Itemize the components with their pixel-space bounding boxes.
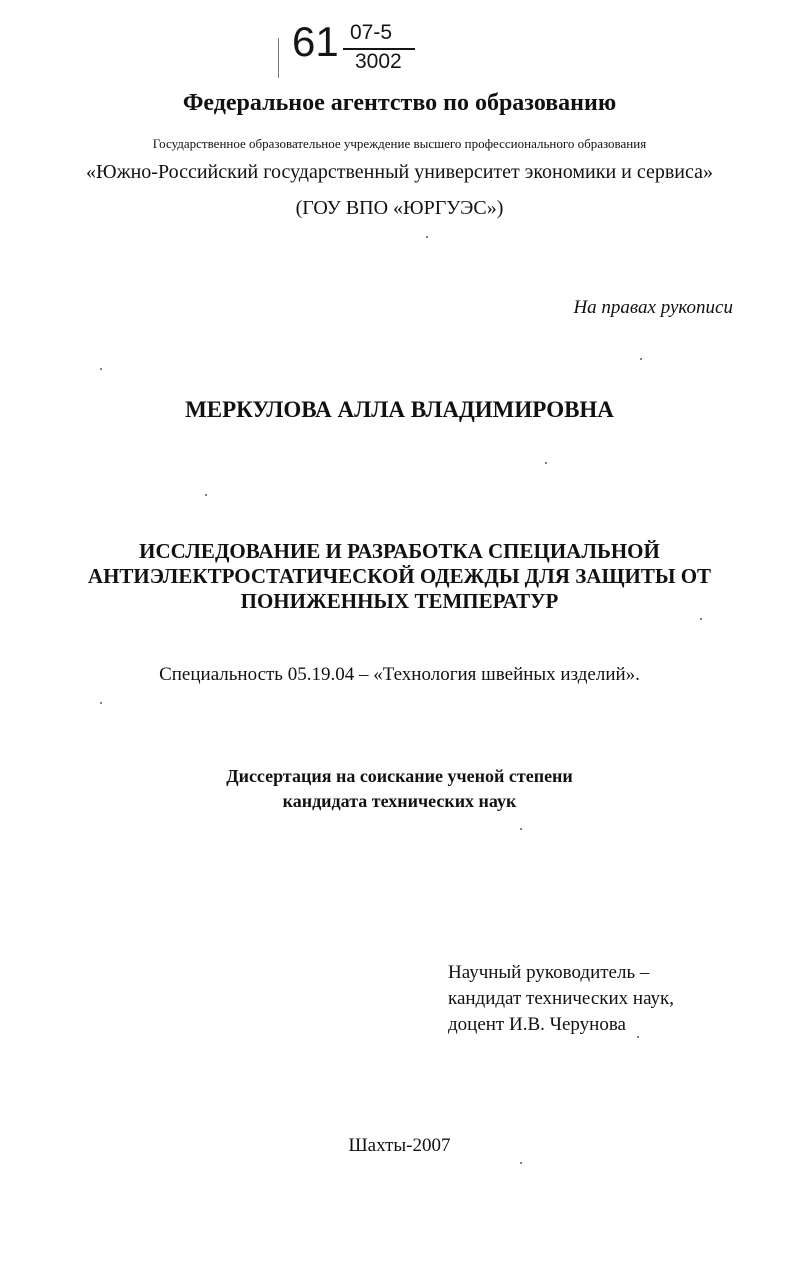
supervisor-line: доцент И.В. Черунова [448, 1014, 626, 1035]
scan-speck [100, 702, 102, 704]
scan-mark [278, 38, 279, 78]
scan-speck [426, 236, 428, 238]
degree-statement [0, 764, 799, 814]
degree-line: Диссертация на соискание ученой степени [226, 766, 573, 786]
catalog-stamp-prefix: 61 [292, 18, 339, 65]
scan-speck [637, 1036, 639, 1038]
scan-speck [520, 828, 522, 830]
scan-speck [100, 368, 102, 370]
catalog-stamp-denominator: 3002 [355, 50, 402, 73]
scientific-supervisor [448, 960, 674, 1038]
title-line: ПОНИЖЕННЫХ ТЕМПЕРАТУР [240, 589, 559, 613]
agency-heading: Федеральное агентство по образованию [182, 90, 617, 116]
city-and-year: Шахты-2007 [348, 1135, 451, 1156]
manuscript-rights-note: На правах рукописи [573, 297, 733, 318]
title-line: АНТИЭЛЕКТРОСТАТИЧЕСКОЙ ОДЕЖДЫ ДЛЯ ЗАЩИТЫ ОТ [87, 564, 712, 588]
degree-line: кандидата технических наук [282, 791, 517, 811]
university-abbreviation: (ГОУ ВПО «ЮРГУЭС») [295, 197, 504, 219]
scan-speck [520, 1162, 522, 1164]
scan-speck [640, 358, 642, 360]
specialty-line: Специальность 05.19.04 – «Технология швейных изделий». [159, 664, 640, 685]
title-line: ИССЛЕДОВАНИЕ И РАЗРАБОТКА СПЕЦИАЛЬНОЙ [139, 539, 660, 563]
university-name: «Южно-Российский государственный университет экономики и сервиса» [85, 161, 714, 183]
supervisor-line: Научный руководитель – [448, 962, 650, 983]
institution-type: Государственное образовательное учреждение высшего профессионального образования [152, 136, 647, 151]
scan-speck [205, 494, 207, 496]
scan-speck [700, 618, 702, 620]
author-name: МЕРКУЛОВА АЛЛА ВЛАДИМИРОВНА [185, 397, 614, 422]
supervisor-line: кандидат технических наук, [448, 988, 675, 1009]
catalog-stamp-numerator: 07-5 [350, 21, 393, 44]
scan-speck [545, 462, 547, 464]
dissertation-title [0, 539, 799, 614]
